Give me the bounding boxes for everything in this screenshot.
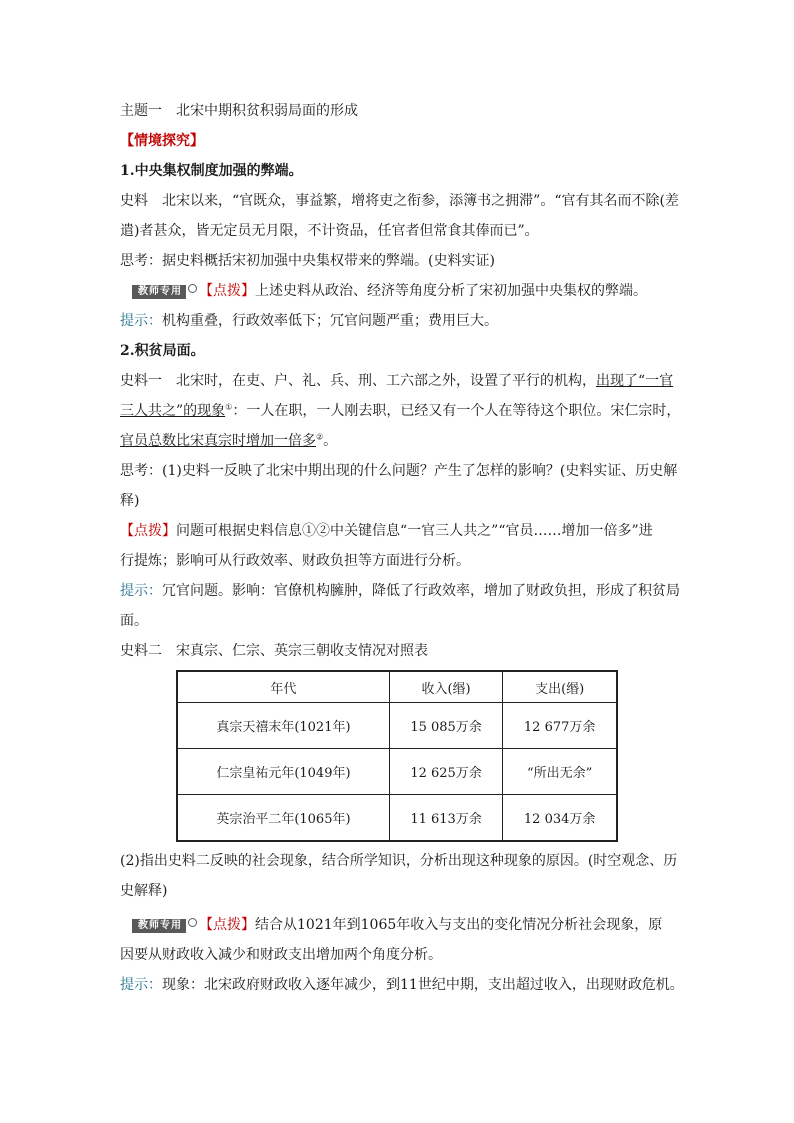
tip-label: 【点拨】 bbox=[120, 523, 176, 539]
hint-line bbox=[120, 972, 684, 998]
circle-icon bbox=[188, 284, 197, 293]
underlined-text: 出现了“一官 bbox=[596, 373, 674, 389]
table-cell: 真宗天禧末年(1021年) bbox=[177, 703, 389, 749]
tip-label: 【点拨】 bbox=[199, 283, 255, 299]
table-header-cell: 年代 bbox=[177, 671, 389, 703]
table-row bbox=[177, 795, 617, 842]
underlined-text: 三人共之”的现象 bbox=[120, 403, 226, 419]
hint-text: 冗官问题。影响：官僚机构臃肿，降低了行政效率，增加了财政负担，形成了积贫局 bbox=[162, 583, 680, 599]
source2-title: 史料二 宋真宗、仁宗、英宗三朝收支情况对照表 bbox=[120, 643, 428, 659]
tip-text: 行提炼；影响可从行政效率、财政负担等方面进行分析。 bbox=[120, 553, 470, 569]
tip-label: 【点拨】 bbox=[199, 917, 255, 933]
think-question: 史解释) bbox=[120, 883, 168, 899]
table-cell: 12 034万余 bbox=[503, 795, 617, 842]
tip-text: 问题可根据史料信息①②中关键信息“一官三人共之”“官员……增加一倍多”进 bbox=[176, 523, 653, 539]
source-text: 遣)者甚众，皆无定员无月限，不计资品，任官者但常食其俸而已”。 bbox=[120, 223, 539, 239]
tip-line bbox=[120, 518, 680, 544]
table-header-cell: 收入(缗) bbox=[389, 671, 502, 703]
hint-label: 提示： bbox=[120, 583, 162, 599]
part1-heading: 1.中央集权制度加强的弊端。 bbox=[120, 163, 303, 179]
table-cell: 12 677万余 bbox=[503, 703, 617, 749]
table-row bbox=[177, 749, 617, 795]
table-cell: 15 085万余 bbox=[389, 703, 502, 749]
hint-text: 面。 bbox=[120, 613, 148, 629]
table-cell: 12 625万余 bbox=[389, 749, 502, 795]
think-question: 思考：(1)史料一反映了北宋中期出现的什么问题？产生了怎样的影响？(史料实证、历史解 bbox=[120, 463, 678, 479]
revenue-expenditure-table bbox=[176, 670, 618, 842]
part2-heading: 2.积贫局面。 bbox=[120, 343, 205, 359]
source-text-segment: ：一人在职，一人刚去职，已经又有一个人在等待这个职位。宋仁宗时， bbox=[232, 403, 681, 419]
source-text-segment: 。 bbox=[323, 433, 338, 449]
document-body bbox=[120, 98, 684, 998]
hint-line bbox=[120, 578, 680, 604]
think-question: (2)指出史料二反映的社会现象，结合所学知识，分析出现这种现象的原因。(时空观念、历 bbox=[120, 853, 678, 869]
table-row bbox=[177, 703, 617, 749]
source-text bbox=[120, 398, 680, 424]
tip-line bbox=[120, 278, 680, 304]
tip-text: 上述史料从政治、经济等角度分析了宋初加强中央集权的弊端。 bbox=[255, 283, 647, 299]
table-header-row bbox=[177, 671, 617, 703]
source-text bbox=[120, 368, 680, 394]
table-cell: “所出无余” bbox=[503, 749, 617, 795]
tip-text: 因要从财政收入减少和财政支出增加两个角度分析。 bbox=[120, 947, 442, 963]
hint-text: 现象：北宋政府财政收入逐年减少，到11世纪中期，支出超过收入，出现财政危机。 bbox=[162, 977, 684, 993]
hint-label: 提示： bbox=[120, 313, 162, 329]
hint-line bbox=[120, 308, 680, 334]
section-label: 【情境探究】 bbox=[120, 133, 204, 149]
topic-title: 主题一 北宋中期积贫积弱局面的形成 bbox=[120, 103, 358, 119]
source-text bbox=[120, 428, 680, 454]
table-header-cell: 支出(缗) bbox=[503, 671, 617, 703]
footnote-marker: ② bbox=[316, 432, 324, 442]
table-cell: 英宗治平二年(1065年) bbox=[177, 795, 389, 842]
teacher-badge: 教师专用 bbox=[132, 919, 186, 933]
source-text-segment: 史料一 北宋时，在吏、户、礼、兵、刑、工六部之外，设置了平行的机构， bbox=[120, 373, 596, 389]
tip-line bbox=[120, 912, 680, 938]
hint-text: 机构重叠，行政效率低下；冗官问题严重；费用巨大。 bbox=[162, 313, 498, 329]
footnote-marker: ① bbox=[225, 402, 233, 412]
source-text: 史料 北宋以来，“官既众，事益繁，增将吏之衔参，添簿书之拥滞”。“官有其名而不除(差 bbox=[120, 193, 679, 209]
think-question: 释) bbox=[120, 493, 140, 509]
table-cell: 11 613万余 bbox=[389, 795, 502, 842]
teacher-badge: 教师专用 bbox=[132, 285, 186, 299]
table-cell: 仁宗皇祐元年(1049年) bbox=[177, 749, 389, 795]
think-question: 思考：据史料概括宋初加强中央集权带来的弊端。(史料实证) bbox=[120, 253, 495, 269]
circle-icon bbox=[188, 918, 197, 927]
hint-label: 提示： bbox=[120, 977, 162, 993]
underlined-text: 官员总数比宋真宗时增加一倍多 bbox=[120, 433, 316, 449]
tip-text: 结合从1021年到1065年收入与支出的变化情况分析社会现象，原 bbox=[255, 917, 663, 933]
